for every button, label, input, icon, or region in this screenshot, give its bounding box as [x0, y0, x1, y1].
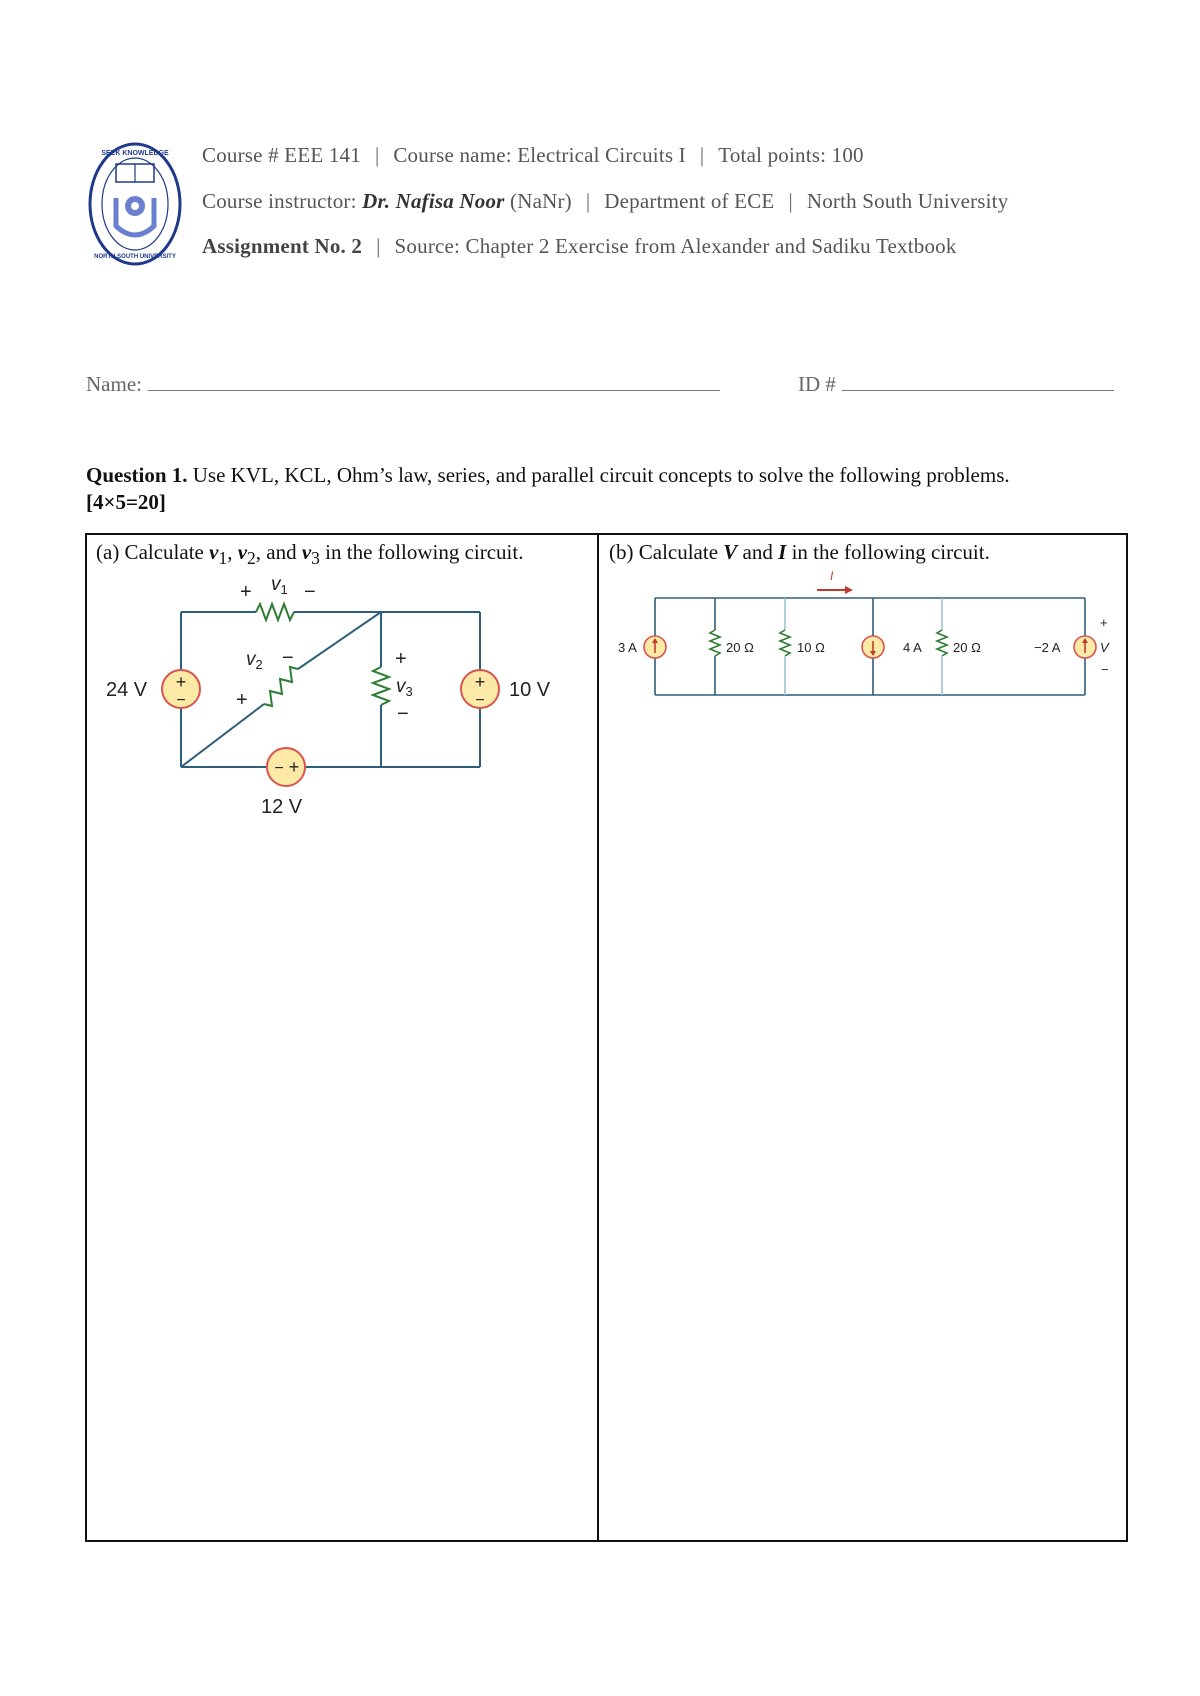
r1-label: 20 Ω	[726, 640, 754, 655]
question-points: [4×5=20]	[86, 490, 166, 515]
var-V: V	[723, 540, 738, 564]
university-logo	[86, 140, 184, 268]
var-v2-sub: 2	[247, 548, 256, 569]
current-label: I	[830, 569, 834, 583]
logo-ring-text-top: SEEK KNOWLEDGE	[101, 150, 169, 157]
v2-plus: +	[236, 689, 248, 711]
assignment-source: Source: Chapter 2 Exercise from Alexander and Sadiku Textbook	[394, 234, 957, 258]
separator: |	[788, 189, 793, 213]
circuit-a-diagram	[96, 565, 586, 835]
part-b-prefix: (b) Calculate	[609, 540, 719, 564]
id-blank[interactable]	[842, 372, 1114, 391]
src-4a-label: 4 A	[903, 640, 922, 655]
instructor-name: Dr. Nafisa Noor	[362, 189, 505, 213]
v2-label: $v_2$	[246, 649, 263, 672]
circuit-b-diagram	[605, 568, 1125, 703]
r3-label: 20 Ω	[953, 640, 981, 655]
id-field[interactable]	[798, 372, 1114, 397]
v-minus: −	[1101, 662, 1109, 677]
name-field[interactable]	[86, 372, 720, 397]
instructor-prefix: Course instructor:	[202, 189, 357, 213]
separator: |	[374, 143, 380, 167]
v3-plus: +	[395, 648, 407, 670]
src-bottom-minus: −	[274, 760, 284, 777]
v-label: V	[1100, 640, 1109, 655]
src-right-plus: +	[474, 672, 486, 692]
header-line-3	[202, 234, 957, 259]
src-right-minus: −	[475, 692, 485, 709]
part-a-suffix: in the following circuit.	[325, 540, 524, 564]
v1-plus: +	[240, 581, 252, 603]
logo-ring-text-bottom: NORTH SOUTH UNIVERSITY	[94, 254, 176, 260]
id-label: ID #	[798, 372, 836, 396]
src-neg2a-label: −2 A	[1034, 640, 1061, 655]
src-left-minus: −	[176, 692, 186, 709]
separator: |	[585, 189, 591, 213]
v1-minus: −	[304, 581, 316, 603]
part-b-suffix: in the following circuit.	[791, 540, 990, 564]
src-bottom-plus: +	[288, 757, 300, 777]
separator: |	[699, 143, 705, 167]
src-left-label: 24 V	[106, 679, 148, 701]
course-number: Course # EEE 141	[202, 143, 361, 167]
answer-table-divider	[597, 533, 599, 1542]
university: North South University	[806, 189, 1009, 213]
var-v3-sub: 3	[311, 548, 320, 569]
total-points: Total points: 100	[718, 143, 864, 167]
r2-label: 10 Ω	[797, 640, 825, 655]
instructor-initials: (NaNr)	[510, 189, 572, 213]
src-bottom-label: 12 V	[261, 796, 303, 818]
course-name: Course name: Electrical Circuits I	[393, 143, 686, 167]
var-v2: v	[237, 540, 248, 564]
src-right-label: 10 V	[509, 679, 551, 701]
question-label: Question 1.	[86, 463, 188, 487]
v1-label: $v_1$	[271, 574, 288, 597]
v2-minus: −	[282, 647, 294, 669]
question-1	[86, 462, 1136, 517]
name-blank[interactable]	[148, 372, 720, 391]
header-line-2	[202, 189, 1008, 214]
and-text: and	[742, 540, 773, 564]
var-v3: v	[301, 540, 312, 564]
var-I: I	[778, 540, 787, 564]
assignment-number: Assignment No. 2	[202, 234, 363, 258]
part-a-prefix: (a) Calculate	[96, 540, 204, 564]
var-v1-sub: 1	[218, 548, 228, 569]
var-v1: v	[209, 540, 219, 564]
comma: ,	[227, 540, 233, 564]
department: Department of ECE	[604, 189, 775, 213]
part-b-heading	[609, 540, 990, 565]
src-3a-label: 3 A	[618, 640, 637, 655]
v-plus: +	[1100, 615, 1108, 630]
header-line-1	[202, 143, 864, 168]
v3-label: $v_3$	[396, 676, 413, 699]
separator: |	[376, 234, 381, 258]
name-label: Name:	[86, 372, 142, 396]
question-text: Use KVL, KCL, Ohm’s law, series, and parallel circuit concepts to solve the following problems.	[192, 463, 1010, 487]
src-left-plus: +	[175, 672, 187, 692]
v3-minus: −	[397, 703, 409, 725]
and-text: , and	[255, 540, 297, 564]
